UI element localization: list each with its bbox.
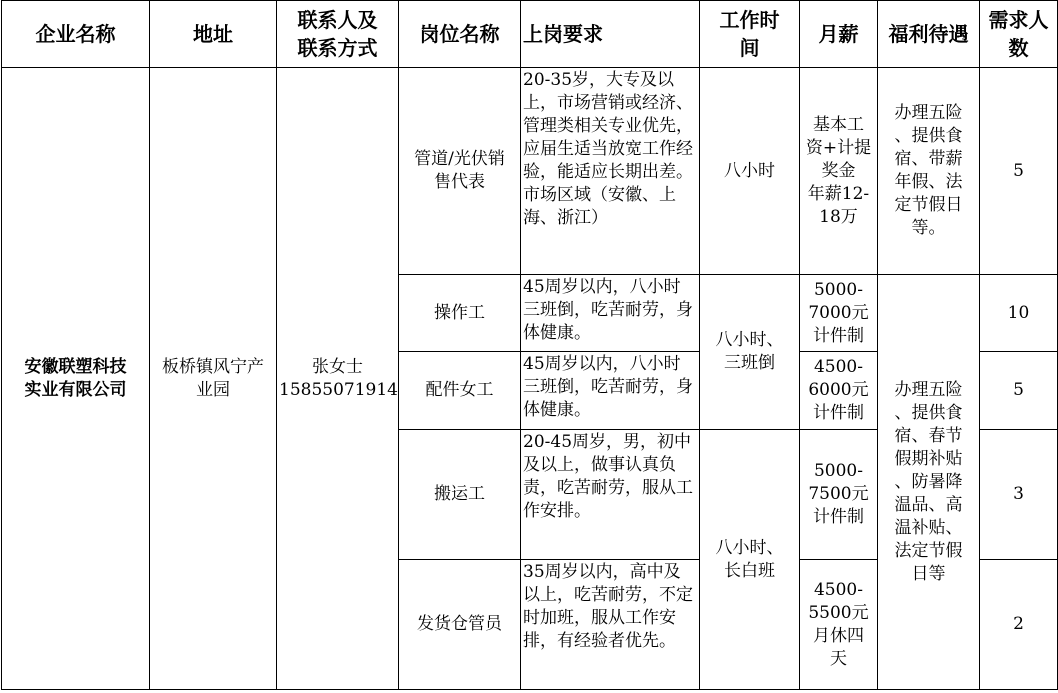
header-headcount: 需求人 数 — [980, 1, 1058, 68]
headcount: 10 — [980, 275, 1058, 352]
company-address: 板桥镇风宁产 业园 — [150, 68, 277, 690]
header-position: 岗位名称 — [399, 1, 521, 68]
position-requirements: 45周岁以内，八小时三班倒，吃苦耐劳，身体健康。 — [521, 352, 700, 430]
headcount: 3 — [980, 430, 1058, 560]
headcount: 2 — [980, 560, 1058, 690]
position-requirements: 35周岁以内，高中及以上，吃苦耐劳，不定时加班，服从工作安排，有经验者优先。 — [521, 560, 700, 690]
company-name: 安徽联塑科技 实业有限公司 — [2, 68, 150, 690]
company-contact: 张女士 15855071914 — [277, 68, 399, 690]
salary: 4500- 5500元 月休四 天 — [800, 560, 878, 690]
salary: 5000- 7500元 计件制 — [800, 430, 878, 560]
header-work-hours: 工作时 间 — [700, 1, 800, 68]
position-name: 发货仓管员 — [399, 560, 521, 690]
header-address: 地址 — [150, 1, 277, 68]
benefits: 办理五险 、提供食 宿、春节 假期补贴 、防暑降 温品、高 温补贴、 法定节假 日等 — [878, 275, 980, 690]
position-name: 搬运工 — [399, 430, 521, 560]
salary: 4500- 6000元 计件制 — [800, 352, 878, 430]
header-benefits: 福利待遇 — [878, 1, 980, 68]
benefits: 办理五险 、提供食 宿、带薪 年假、法 定节假日 等。 — [878, 68, 980, 275]
header-requirements: 上岗要求 — [521, 1, 700, 68]
position-requirements: 20-35岁，大专及以上，市场营销或经济、管理类相关专业优先，应届生适当放宽工作经验，能适应长期出差。市场区域（安徽、上海、浙江） — [521, 68, 700, 275]
salary: 5000- 7000元 计件制 — [800, 275, 878, 352]
position-name: 管道/光伏销 售代表 — [399, 68, 521, 275]
position-name: 操作工 — [399, 275, 521, 352]
header-company: 企业名称 — [2, 1, 150, 68]
work-hours: 八小时、 长白班 — [700, 430, 800, 690]
position-requirements: 20-45周岁，男，初中及以上，做事认真负责，吃苦耐劳，服从工作安排。 — [521, 430, 700, 560]
position-name: 配件女工 — [399, 352, 521, 430]
header-contact: 联系人及 联系方式 — [277, 1, 399, 68]
headcount: 5 — [980, 68, 1058, 275]
header-salary: 月薪 — [800, 1, 878, 68]
position-requirements: 45周岁以内，八小时三班倒，吃苦耐劳，身体健康。 — [521, 275, 700, 352]
table-row — [2, 68, 1058, 275]
headcount: 5 — [980, 352, 1058, 430]
salary: 基本工 资+计提 奖金 年薪12- 18万 — [800, 68, 878, 275]
job-listing-table — [1, 0, 1058, 690]
work-hours: 八小时、 三班倒 — [700, 275, 800, 430]
header-row — [2, 1, 1058, 68]
work-hours: 八小时 — [700, 68, 800, 275]
